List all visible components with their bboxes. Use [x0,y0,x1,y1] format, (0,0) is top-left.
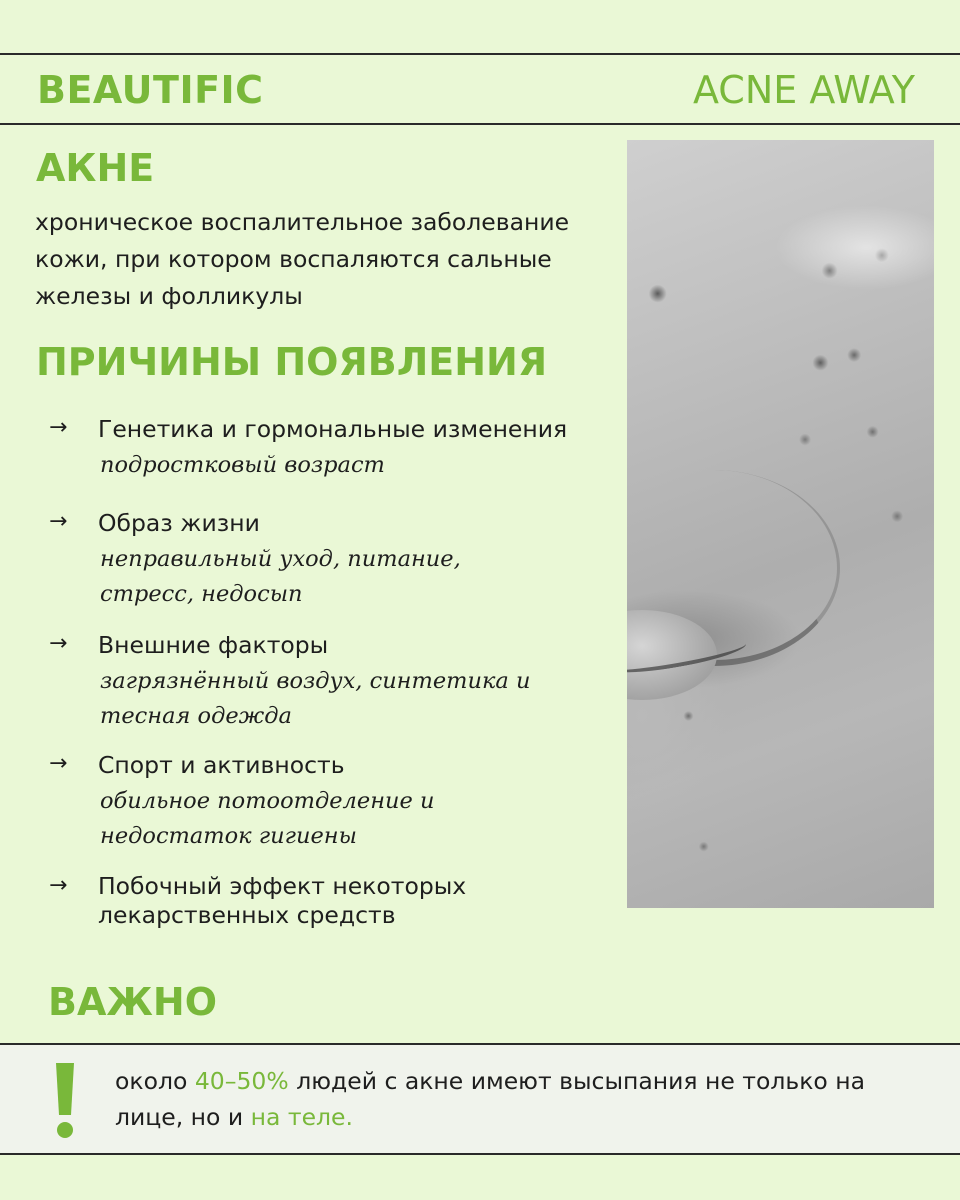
arrow-right-icon: → [49,751,68,776]
cause-description: обильное потоотделение и недостаток гигиены [100,788,435,849]
arrow-right-icon: → [49,873,68,898]
important-heading: ВАЖНО [48,980,217,1024]
header-divider [0,123,960,125]
body-highlight: на теле. [250,1103,353,1131]
brand-logo: BEAUTIFIC [37,68,264,112]
causes-heading: ПРИЧИНЫ ПОЯВЛЕНИЯ [36,340,548,384]
cause-title: Образ жизни [98,509,260,537]
acne-heading: АКНЕ [36,146,155,190]
acne-skin-photo [627,140,934,908]
cause-title: Спорт и активность [98,751,345,779]
important-note-box [0,1043,960,1155]
cause-description: неправильный уход, питание, стресс, недосып [100,546,461,607]
acne-definition: хроническое воспалительное заболевание кожи, при котором воспаляются сальные железы и фолликулы [35,208,570,310]
important-note-text: около 40–50% людей с акне имеют высыпания не только на лице, но и на теле. [115,1067,866,1131]
cause-title: Внешние факторы [98,631,329,659]
percentage-highlight: 40–50% [194,1067,289,1095]
cause-description: подростковый возраст [100,452,385,478]
arrow-right-icon: → [49,631,68,656]
cause-title: Генетика и гормональные изменения [98,415,568,443]
exclamation-icon [47,1059,83,1141]
arrow-right-icon: → [49,415,68,440]
cause-description: загрязнённый воздух, синтетика и тесная одежда [100,668,531,729]
cause-title: Побочный эффект некоторых лекарственных средств [98,872,467,929]
top-divider [0,53,960,55]
arrow-right-icon: → [49,509,68,534]
product-name: ACNE AWAY [692,68,915,112]
